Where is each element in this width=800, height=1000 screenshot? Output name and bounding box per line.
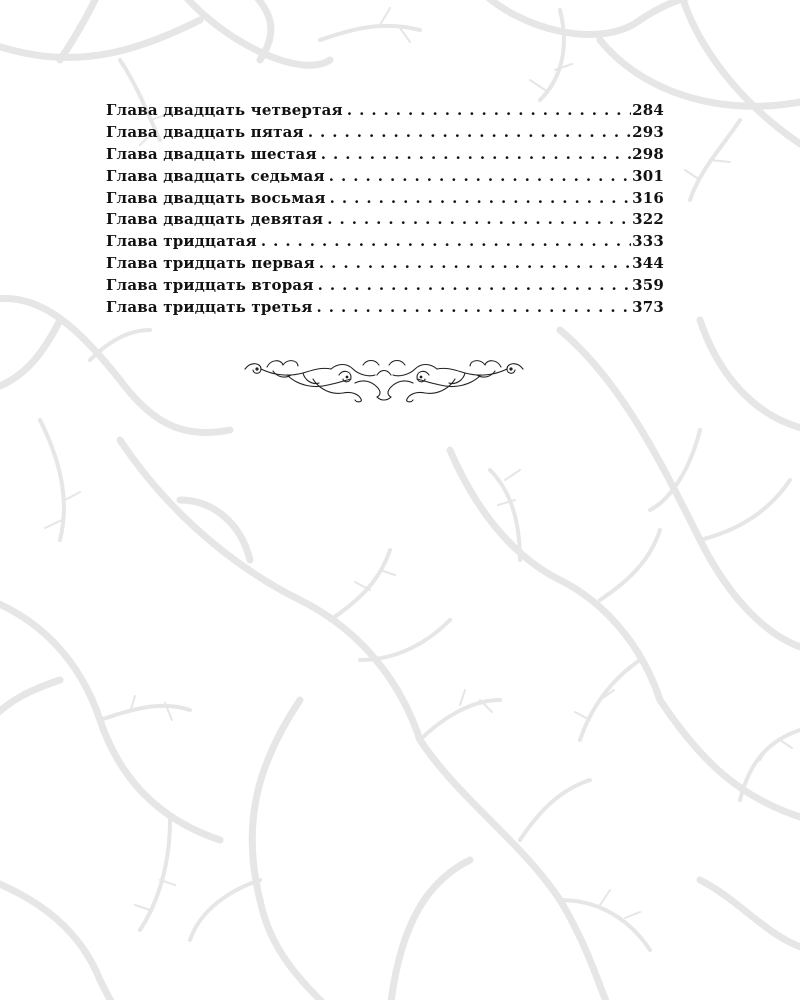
dot-leader — [347, 101, 631, 119]
dot-leader — [317, 298, 632, 316]
toc-entry — [106, 123, 664, 145]
toc-entry-page: 359 — [632, 276, 664, 295]
toc-entry-page: 298 — [632, 144, 664, 163]
dot-leader — [327, 210, 631, 228]
toc-entry-title: Глава двадцать седьмая — [106, 166, 325, 185]
toc-entry-title: Глава тридцать вторая — [106, 276, 314, 295]
dot-leader — [318, 276, 631, 294]
toc-entry-title: Глава двадцать шестая — [106, 144, 317, 163]
toc-entry — [106, 189, 664, 211]
table-of-contents — [106, 101, 664, 320]
dot-leader — [261, 232, 631, 250]
toc-entry — [106, 276, 664, 298]
toc-entry-title: Глава тридцать первая — [106, 254, 315, 273]
dot-leader — [319, 254, 631, 272]
toc-entry-page: 344 — [632, 254, 664, 273]
toc-entry-page: 301 — [632, 166, 664, 185]
toc-entry-title: Глава двадцать четвертая — [106, 101, 343, 119]
toc-entry — [106, 167, 664, 189]
toc-entry-title: Глава тридцать третья — [106, 298, 313, 317]
toc-entry-page: 322 — [632, 210, 664, 229]
toc-entry — [106, 145, 664, 167]
toc-entry-page: 333 — [632, 232, 664, 251]
toc-entry — [106, 101, 664, 123]
toc-entry — [106, 254, 664, 276]
toc-entry-title: Глава тридцатая — [106, 232, 257, 251]
toc-entry-page: 373 — [632, 298, 664, 317]
dot-leader — [321, 145, 631, 163]
dot-leader — [329, 167, 631, 185]
toc-entry-page: 316 — [632, 188, 664, 207]
toc-entry-title: Глава двадцать девятая — [106, 210, 324, 229]
toc-entry — [106, 232, 664, 254]
dot-leader — [330, 189, 631, 207]
toc-entry — [106, 210, 664, 232]
toc-entry-page: 284 — [632, 101, 664, 119]
toc-entry-title: Глава двадцать восьмая — [106, 188, 326, 207]
toc-entry-title: Глава двадцать пятая — [106, 122, 304, 141]
floral-flourish-divider — [243, 355, 525, 405]
flourish-left-half — [245, 361, 380, 402]
toc-entry-page: 293 — [632, 122, 664, 141]
dot-leader — [308, 123, 631, 141]
toc-entry — [106, 298, 664, 320]
flourish-right-half — [388, 361, 523, 402]
